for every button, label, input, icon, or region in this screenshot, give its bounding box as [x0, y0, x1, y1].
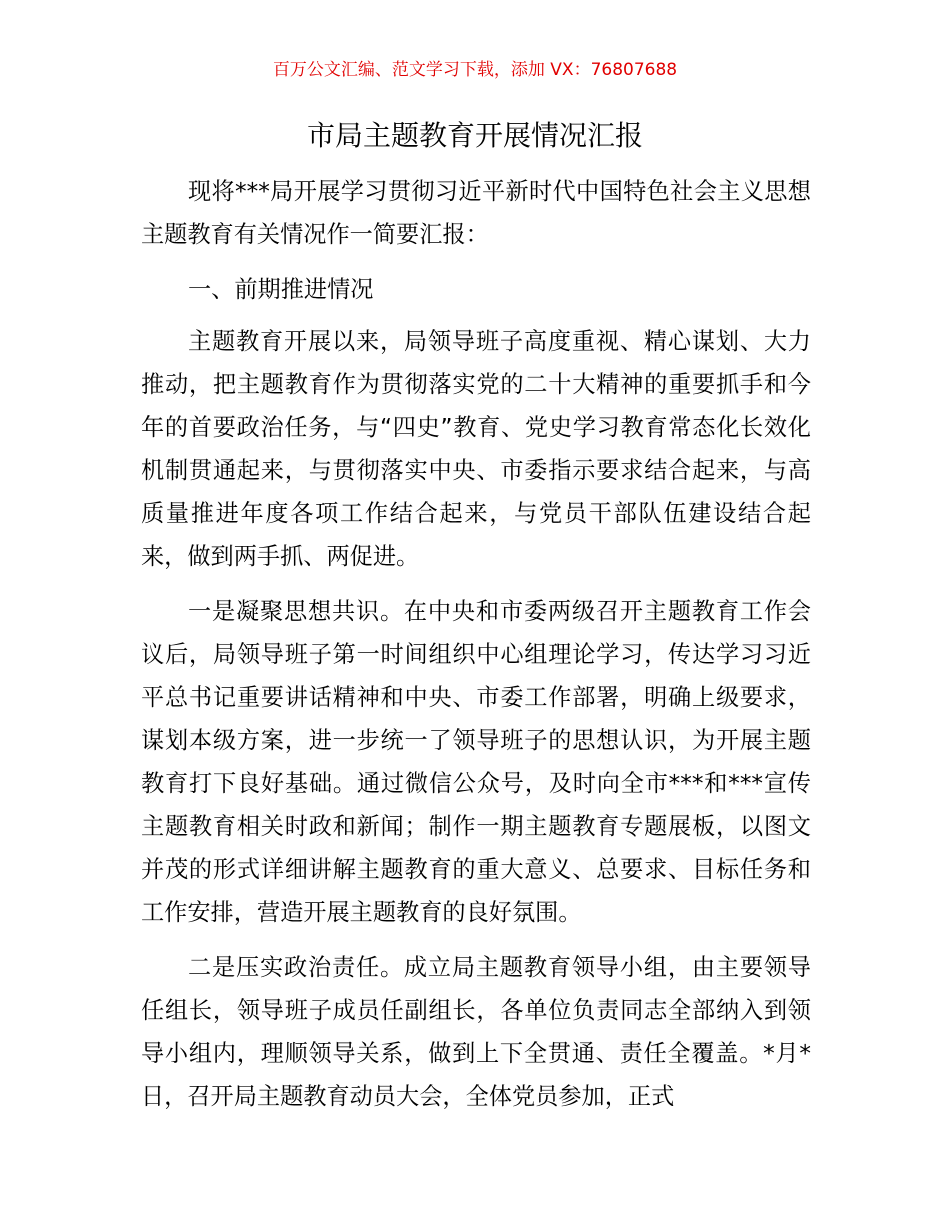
section-heading: 一、前期推进情况	[188, 276, 374, 303]
intro-section	[141, 170, 811, 256]
point-one-paragraph: 一是凝聚思想共识。在中央和市委两级召开主题教育工作会议后，局领导班子第一时间组织中心组理论学习，传达学习习近平总书记重要讲话精神和中央、市委工作部署，明确上级要求，谋划本级方案，进一步统一了领导班子的思想认识，为开展主题教育打下良好基础。通过微信公众号，及时向全市***和***宣传主题教育相关时政和新闻；制作一期主题教育专题展板，以图文并茂的形式详细讲解主题教育的重大意义、总要求、目标任务和工作安排，营造开展主题教育的良好氛围。	[141, 598, 811, 926]
intro-paragraph: 现将***局开展学习贯彻习近平新时代中国特色社会主义思想主题教育有关情况作一简要汇报：	[141, 178, 811, 248]
point-one-section	[141, 590, 811, 934]
watermark-banner: 百万公文汇编、范文学习下载，添加 VX：76807688	[272, 60, 678, 80]
overview-section	[141, 320, 811, 578]
point-two-section	[141, 946, 811, 1118]
document-title: 市局主题教育开展情况汇报	[306, 119, 643, 152]
overview-paragraph: 主题教育开展以来，局领导班子高度重视、精心谋划、大力推动，把主题教育作为贯彻落实党的二十大精神的重要抓手和今年的首要政治任务，与“四史”教育、党史学习教育常态化长效化机制贯通起来，与贯彻落实中央、市委指示要求结合起来，与高质量推进年度各项工作结合起来，与党员干部队伍建设结合起来，做到两手抓、两促进。	[141, 328, 811, 570]
point-two-paragraph: 二是压实政治责任。成立局主题教育领导小组，由主要领导任组长，领导班子成员任副组长，各单位负责同志全部纳入到领导小组内，理顺领导关系，做到上下全贯通、责任全覆盖。*月*日，召开局主题教育动员大会，全体党员参加，正式	[141, 954, 811, 1110]
